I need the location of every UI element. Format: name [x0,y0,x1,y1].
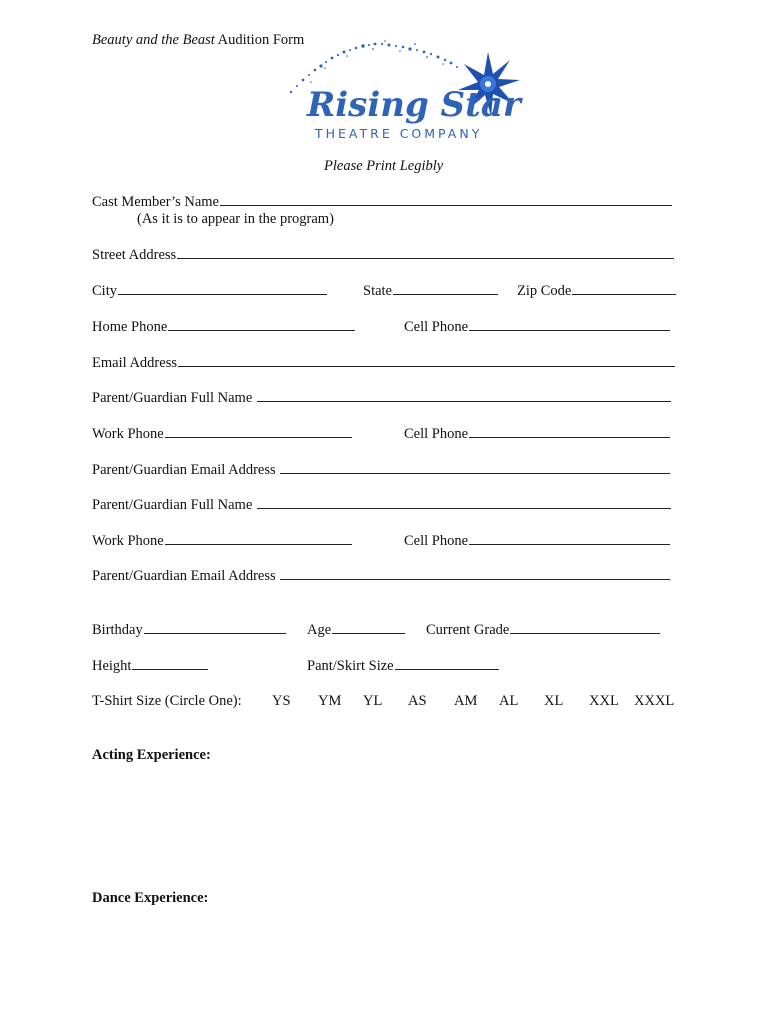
street-label: Street Address [92,247,177,263]
height-field[interactable] [132,657,208,670]
guardian2-cell-field[interactable] [469,532,670,545]
guardian1-work-label: Work Phone [92,426,164,442]
guardian2-work-label: Work Phone [92,533,164,549]
guardian1-email-label: Parent/Guardian Email Address [92,462,276,478]
email-field[interactable] [178,354,675,367]
age-field[interactable] [332,621,405,634]
print-instruction: Please Print Legibly [324,158,444,174]
acting-experience-heading: Acting Experience: [92,747,211,763]
guardian1-cell-row [404,425,670,443]
guardian2-work-field[interactable] [165,532,352,545]
height-label: Height [92,658,132,674]
tshirt-size-option[interactable]: YL [363,693,383,709]
grade-row [426,621,660,639]
city-row [92,282,327,300]
zip-field[interactable] [572,282,676,295]
zip-label: Zip Code [517,283,572,299]
guardian2-name-label: Parent/Guardian Full Name [92,497,253,513]
rising-star-logo [285,40,525,146]
age-row [307,621,405,639]
acting-experience-area[interactable] [92,770,680,880]
logo-graphic [285,40,525,146]
guardian1-name-label: Parent/Guardian Full Name [92,390,253,406]
city-field[interactable] [118,282,327,295]
home-phone-field[interactable] [168,318,355,331]
guardian1-email-field[interactable] [280,461,670,474]
state-label: State [363,283,392,299]
guardian1-cell-label: Cell Phone [404,426,469,442]
cast-name-row [92,193,672,211]
guardian2-cell-row [404,532,670,550]
guardian2-email-row [92,567,670,585]
dance-experience-area[interactable] [92,912,680,1012]
birthday-field[interactable] [144,621,286,634]
email-label: Email Address [92,355,177,371]
guardian2-cell-label: Cell Phone [404,533,469,549]
email-row [92,354,675,372]
age-label: Age [307,622,332,638]
tshirt-size-option[interactable]: AM [454,693,478,709]
show-title: Beauty and the Beast [92,32,215,48]
tshirt-size-option[interactable]: AL [499,693,519,709]
pant-size-row [307,657,499,675]
street-row [92,246,674,264]
birthday-row [92,621,286,639]
pant-size-label: Pant/Skirt Size [307,658,394,674]
grade-label: Current Grade [426,622,510,638]
guardian1-work-field[interactable] [165,425,352,438]
form-title-suffix: Audition Form [214,32,305,48]
guardian1-work-row [92,425,352,443]
height-row [92,657,208,675]
dance-experience-heading: Dance Experience: [92,890,209,906]
tshirt-size-option[interactable]: XXXL [634,693,675,709]
guardian2-work-row [92,532,352,550]
tshirt-size-option[interactable]: YS [272,693,291,709]
state-field[interactable] [393,282,498,295]
grade-field[interactable] [510,621,660,634]
cell-phone-field[interactable] [469,318,670,331]
birthday-label: Birthday [92,622,143,638]
cell-phone-row [404,318,670,336]
home-phone-row [92,318,355,336]
guardian1-name-field[interactable] [257,389,671,402]
home-phone-label: Home Phone [92,319,168,335]
guardian2-name-row [92,496,671,514]
guardian2-email-label: Parent/Guardian Email Address [92,568,276,584]
guardian2-name-field[interactable] [257,496,671,509]
guardian1-cell-field[interactable] [469,425,670,438]
tshirt-size-option[interactable]: AS [408,693,427,709]
cast-name-note: (As it is to appear in the program) [137,211,334,227]
tshirt-size-option[interactable]: XXL [589,693,619,709]
zip-row [517,282,676,300]
guardian2-email-field[interactable] [280,567,670,580]
state-row [363,282,498,300]
city-label: City [92,283,117,299]
cast-name-field[interactable] [220,193,672,206]
street-field[interactable] [177,246,674,259]
guardian1-email-row [92,461,670,479]
logo-text-theatre-company: THEATRE COMPANY [315,126,483,141]
tshirt-size-option[interactable]: YM [318,693,342,709]
cell-phone-label: Cell Phone [404,319,469,335]
cast-name-label: Cast Member’s Name [92,194,219,210]
tshirt-label: T-Shirt Size (Circle One): [92,693,242,709]
logo-text-rising-star: Rising Star [307,85,521,125]
tshirt-size-option[interactable]: XL [544,693,564,709]
form-title [92,31,304,49]
guardian1-name-row [92,389,671,407]
pant-size-field[interactable] [395,657,499,670]
